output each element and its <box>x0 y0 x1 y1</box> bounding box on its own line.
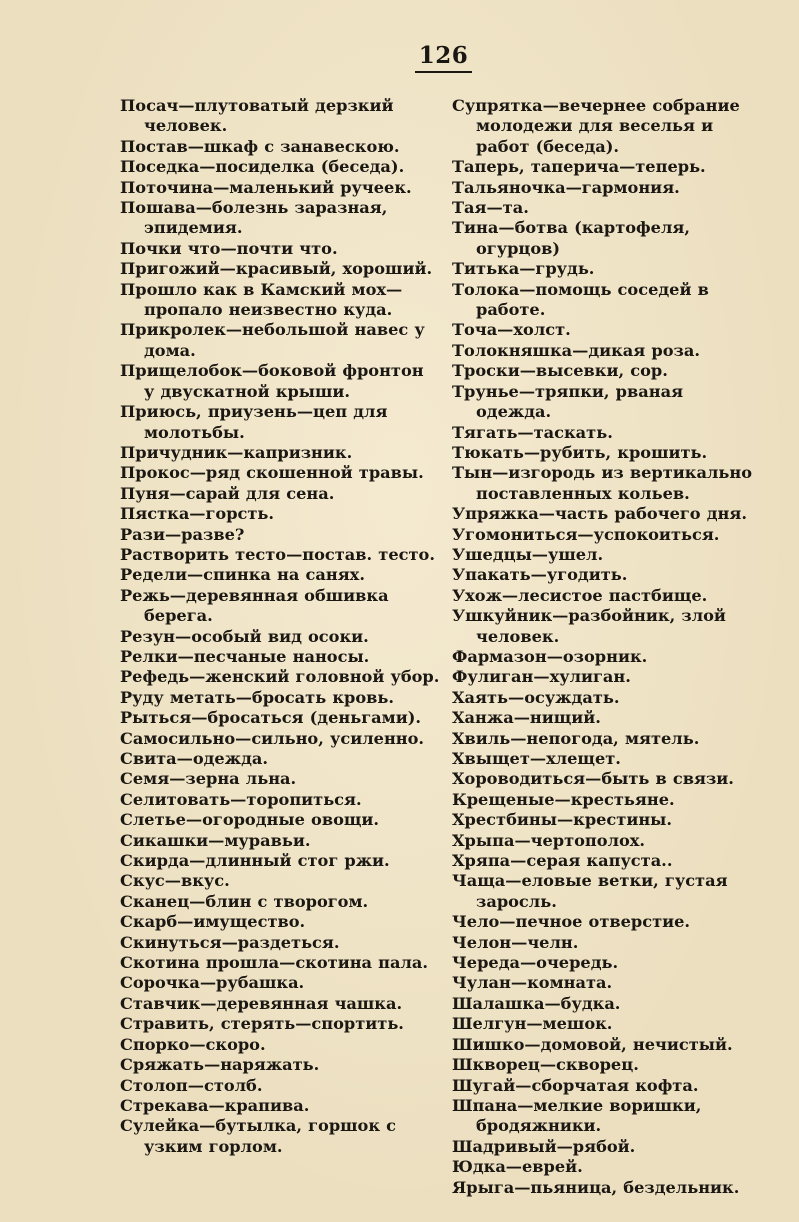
dictionary-entry: Сряжать—наряжать. <box>120 1055 320 1075</box>
dictionary-entry: Толокняшка—дикая роза. <box>452 340 700 360</box>
dictionary-entry: Скирда—длинный стог ржи. <box>120 851 390 871</box>
dictionary-entry: Прикролек—небольшой навес у дома. <box>120 320 425 360</box>
dictionary-entry: Прошло как в Камский мох—пропало неизвестно куда. <box>120 279 403 320</box>
dictionary-entry: Титька—грудь. <box>452 259 595 279</box>
dictionary-entry: Хвыщет—хлещет. <box>452 749 621 768</box>
dictionary-entry: Пригожий—красивый, хороший. <box>120 259 433 279</box>
dictionary-entry: Посач—плутоватый дерзкий человек. <box>120 96 394 136</box>
dictionary-entry: Толока—помощь соседей в работе. <box>452 279 709 320</box>
dictionary-entry: Чело—печное отверстие. <box>452 912 691 932</box>
dictionary-entry: Шугай—сборчатая кофта. <box>452 1075 699 1095</box>
dictionary-entry: Фулиган—хулиган. <box>452 667 631 687</box>
dictionary-entry: Скотина прошла—скотина пала. <box>120 953 429 973</box>
dictionary-entry: Шелгун—мешок. <box>452 1014 613 1034</box>
dictionary-entry: Фармазон—озорник. <box>452 646 648 666</box>
dictionary-entry: Упакать—угодить. <box>452 565 628 585</box>
dictionary-entry: Таперь, таперича—теперь. <box>452 157 706 177</box>
dictionary-entry: Постав—шкаф с занавескою. <box>120 136 400 156</box>
dictionary-entry: Ханжа—нищий. <box>452 708 601 728</box>
dictionary-entry: Селитовать—торопиться. <box>120 789 362 809</box>
dictionary-entry: Ставчик—деревянная чашка. <box>120 993 403 1013</box>
dictionary-entry: Скус—вкус. <box>120 871 230 891</box>
dictionary-entry: Слетье—огородные овощи. <box>120 810 380 830</box>
dictionary-entry: Тын—изгородь из вертикально поставленных кольев. <box>452 463 752 503</box>
dictionary-entry: Тюкать—рубить, крошить. <box>452 442 708 462</box>
dictionary-entry: Рыться—бросаться (деньгами). <box>120 708 421 728</box>
page-number-text: 126 <box>415 42 473 73</box>
dictionary-entry: Растворить тесто—постав. тесто. <box>120 544 435 564</box>
dictionary-entry: Руду метать—бросать кровь. <box>120 687 394 707</box>
dictionary-entry: Пястка—горсть. <box>120 504 275 524</box>
dictionary-entry: Чулан—комната. <box>452 973 613 993</box>
dictionary-entry: Чаща—еловые ветки, густая заросль. <box>452 871 728 911</box>
dictionary-entry: Шалашка—будка. <box>452 993 621 1013</box>
dictionary-entry: Сулейка—бутылка, горшок с узким горлом. <box>120 1116 397 1156</box>
dictionary-entry: Угомониться—успокоиться. <box>452 524 720 544</box>
dictionary-entry: Тая—та. <box>452 198 529 218</box>
dictionary-entry: Самосильно—сильно, усиленно. <box>120 728 425 748</box>
dictionary-entry: Резун—особый вид осоки. <box>120 626 369 646</box>
dictionary-entry: Спорко—скоро. <box>120 1034 266 1054</box>
dictionary-entry: Причудник—капризник. <box>120 442 353 462</box>
dictionary-entry: Хвиль—непогода, мятель. <box>452 728 700 748</box>
dictionary-entry: Шпана—мелкие воришки, бродяжники. <box>452 1095 702 1136</box>
dictionary-entry: Поседка—посиделка (беседа). <box>120 157 405 177</box>
dictionary-entry: Упряжка—часть рабочего дня. <box>452 504 747 524</box>
dictionary-entry: Юдка—еврей. <box>452 1157 583 1177</box>
dictionary-entry: Сикашки—муравьи. <box>120 830 311 850</box>
dictionary-entry: Хрыпа—чертополох. <box>452 830 646 850</box>
dictionary-entry: Столоп—столб. <box>120 1075 263 1095</box>
dictionary-entry: Тина—ботва (картофеля, огурцов) <box>452 218 690 258</box>
dictionary-entry: Ухож—лесистое пастбище. <box>452 585 708 605</box>
dictionary-entry: Стравить, стерять—спортить. <box>120 1014 404 1034</box>
dictionary-entry: Хороводиться—быть в связи. <box>452 769 734 789</box>
dictionary-entry: Поточина—маленький ручеек. <box>120 177 412 197</box>
left-column <box>120 96 440 1157</box>
dictionary-entry: Череда—очередь. <box>452 953 619 973</box>
dictionary-entry: Прищелобок—боковой фронтон у двускатной крыши. <box>120 361 424 401</box>
dictionary-entry: Пуня—сарай для сена. <box>120 483 335 503</box>
dictionary-entry: Почки что—почти что. <box>120 238 338 258</box>
dictionary-entry: Сорочка—рубашка. <box>120 973 305 993</box>
dictionary-entry: Семя—зерна льна. <box>120 769 297 789</box>
dictionary-entry: Скарб—имущество. <box>120 912 306 932</box>
right-column <box>452 96 764 1198</box>
dictionary-entry: Шкворец—скворец. <box>452 1055 639 1075</box>
dictionary-entry: Ярыга—пьяница, бездельник. <box>452 1177 740 1197</box>
dictionary-entry: Приюсь, приузень—цеп для молотьбы. <box>120 402 388 442</box>
page-number <box>0 42 799 73</box>
dictionary-entry: Хрестбины—крестины. <box>452 810 673 830</box>
dictionary-entry: Тягать—таскать. <box>452 422 613 442</box>
dictionary-entry: Точа—холст. <box>452 320 571 340</box>
dictionary-entry: Хаять—осуждать. <box>452 687 620 707</box>
dictionary-entry: Релки—песчаные наносы. <box>120 646 370 666</box>
dictionary-entry: Шадривый—рябой. <box>452 1136 636 1156</box>
dictionary-entry: Стрекава—крапива. <box>120 1095 310 1115</box>
dictionary-entry: Шишко—домовой, нечистый. <box>452 1034 733 1054</box>
dictionary-entry: Челон—челн. <box>452 932 579 952</box>
dictionary-entry: Пошава—болезнь заразная, эпидемия. <box>120 198 388 238</box>
dictionary-entry: Режь—деревянная обшивка берега. <box>120 585 389 626</box>
dictionary-entry: Рази—разве? <box>120 524 245 544</box>
dictionary-entry: Свита—одежда. <box>120 749 268 768</box>
dictionary-entry: Хряпа—серая капуста.. <box>452 851 673 871</box>
dictionary-entry: Тальяночка—гармония. <box>452 177 680 197</box>
dictionary-entry: Редели—спинка на санях. <box>120 565 365 585</box>
dictionary-entry: Трунье—тряпки, рваная одежда. <box>452 381 684 422</box>
dictionary-entry: Ушедцы—ушел. <box>452 544 604 564</box>
dictionary-entry: Рефедь—женский головной убор. <box>120 667 440 687</box>
dictionary-entry: Прокос—ряд скошенной травы. <box>120 463 424 483</box>
dictionary-entry: Троски—высевки, сор. <box>452 361 668 381</box>
dictionary-entry: Крещеные—крестьяне. <box>452 789 675 809</box>
dictionary-entry: Скинуться—раздеться. <box>120 932 340 952</box>
dictionary-entry: Ушкуйник—разбойник, злой человек. <box>452 606 726 646</box>
dictionary-entry: Супрятка—вечернее собрание молодежи для веселья и работ (беседа). <box>452 96 740 156</box>
dictionary-entry: Сканец—блин с творогом. <box>120 891 369 911</box>
